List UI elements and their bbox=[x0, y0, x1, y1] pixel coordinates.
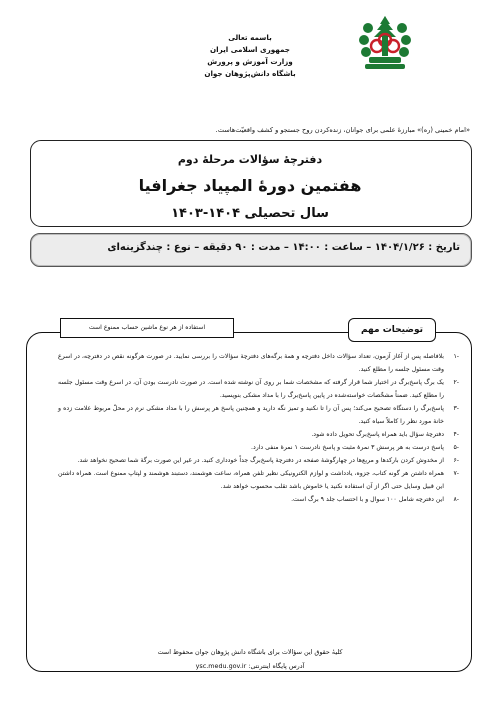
instructions-list bbox=[58, 350, 459, 506]
instruction-item: -۷ همراه داشتن هر گونه کتاب، جزوه، یادداشت و لوازم الکترونیکی نظیر تلفن همراه، ساعت هوشمند، دستبند هوشمند و لپتاپ ممنوع است. همراه داشتن این قبیل وسایل حتی اگر از آن استفاده نکنید یا خاموش باشد تقلب محسوب خواهد شد. bbox=[58, 470, 459, 490]
calculator-ban-note: استفاده از هر نوع ماشین حساب ممنوع است bbox=[60, 318, 234, 338]
copyright-notice: کلیهٔ حقوق این سؤالات برای باشگاه دانش پژوهان جوان محفوظ است bbox=[157, 648, 343, 656]
exam-info-text: تاریخ : ۱۴۰۴/۱/۲۶ – ساعت : ۱۴:۰۰ – مدت : ۹۰ دقیقه – نوع : چندگزینه‌ای bbox=[107, 242, 460, 253]
slogan-quote: «امام خمینی (ره)» مبارزهٔ علمی برای جوانان، زنده‌کردن روح جستجو و کشف واقعیّت‌هاست. bbox=[215, 126, 470, 134]
instruction-item: -۲ یک برگ پاسخ‌برگ در اختیار شما قرار گرفته که مشخصات شما بر روی آن نوشته شده است. در صورت نادرست بودن آن، در اسرع وقت مسئول جلسه را مطلع کنید. ضمناً مشخّصات خواسته‌شده در پایین پاسخ‌برگ را با مداد مشکی بنویسید. bbox=[58, 379, 459, 399]
instruction-item: -۱ بلافاصله پس از آغاز آزمون، تعداد سؤالات داخل دفترچه و همهٔ برگه‌های دفترچهٔ سؤالات را بررسی نمایید. در صورت هرگونه نقص در دفترچه، در اسرع وقت مسئول جلسه را مطلع کنید. bbox=[58, 353, 459, 373]
header-line-1: جمهوری اسلامی ایران bbox=[210, 45, 290, 54]
header-line-2: وزارت آموزش و پرورش bbox=[207, 57, 293, 66]
olympiad-title: هفتمین دورهٔ المپیاد جغرافیا bbox=[138, 176, 362, 195]
website-address: آدرس پایگاه اینترنتی: ysc.medu.gov.ir bbox=[195, 662, 305, 670]
instruction-item: -۸ این دفترچه شامل ۱۰۰ سوال و با احتساب جلد ۹ برگ است. bbox=[291, 496, 459, 503]
header-line-3: باشگاه دانش‌پژوهان جوان bbox=[204, 69, 296, 78]
academic-year: سال تحصیلی ۱۴۰۴-۱۴۰۳ bbox=[171, 206, 329, 221]
basmala: باسمه تعالی bbox=[228, 33, 272, 42]
instructions-heading: توضیحات مهم bbox=[348, 318, 436, 342]
instruction-item: -۳ پاسخ‌برگ را دستگاه تصحیح می‌کند؛ پس آن را تا نکنید و تمیز نگه دارید و همچنین پاسخ هر پرسش را با مداد مشکی نرم در محلّ مربوط علامت زده و خانهٔ مورد نظر را کاملاً سیاه کنید. bbox=[58, 405, 459, 425]
ysc-logo-icon bbox=[356, 12, 414, 74]
instruction-item: -۴ دفترچهٔ سؤال باید همراه پاسخ‌برگ تحویل داده شود. bbox=[311, 431, 459, 438]
booklet-subtitle: دفترچهٔ سؤالات مرحلهٔ دوم bbox=[177, 153, 323, 166]
instruction-item: -۵ پاسخ درست به هر پرسش ۳ نمرهٔ مثبت و پاسخ نادرست ۱ نمرهٔ منفی دارد. bbox=[251, 444, 459, 451]
instruction-item: -۶ از مخدوش کردن بارکدها و مربع‌ها در چهارگوشهٔ صفحه در دفترچهٔ پاسخ‌برگ جداً خودداری کنید. در غیر این صورت برگهٔ شما تصحیح نخواهد شد. bbox=[77, 457, 459, 464]
